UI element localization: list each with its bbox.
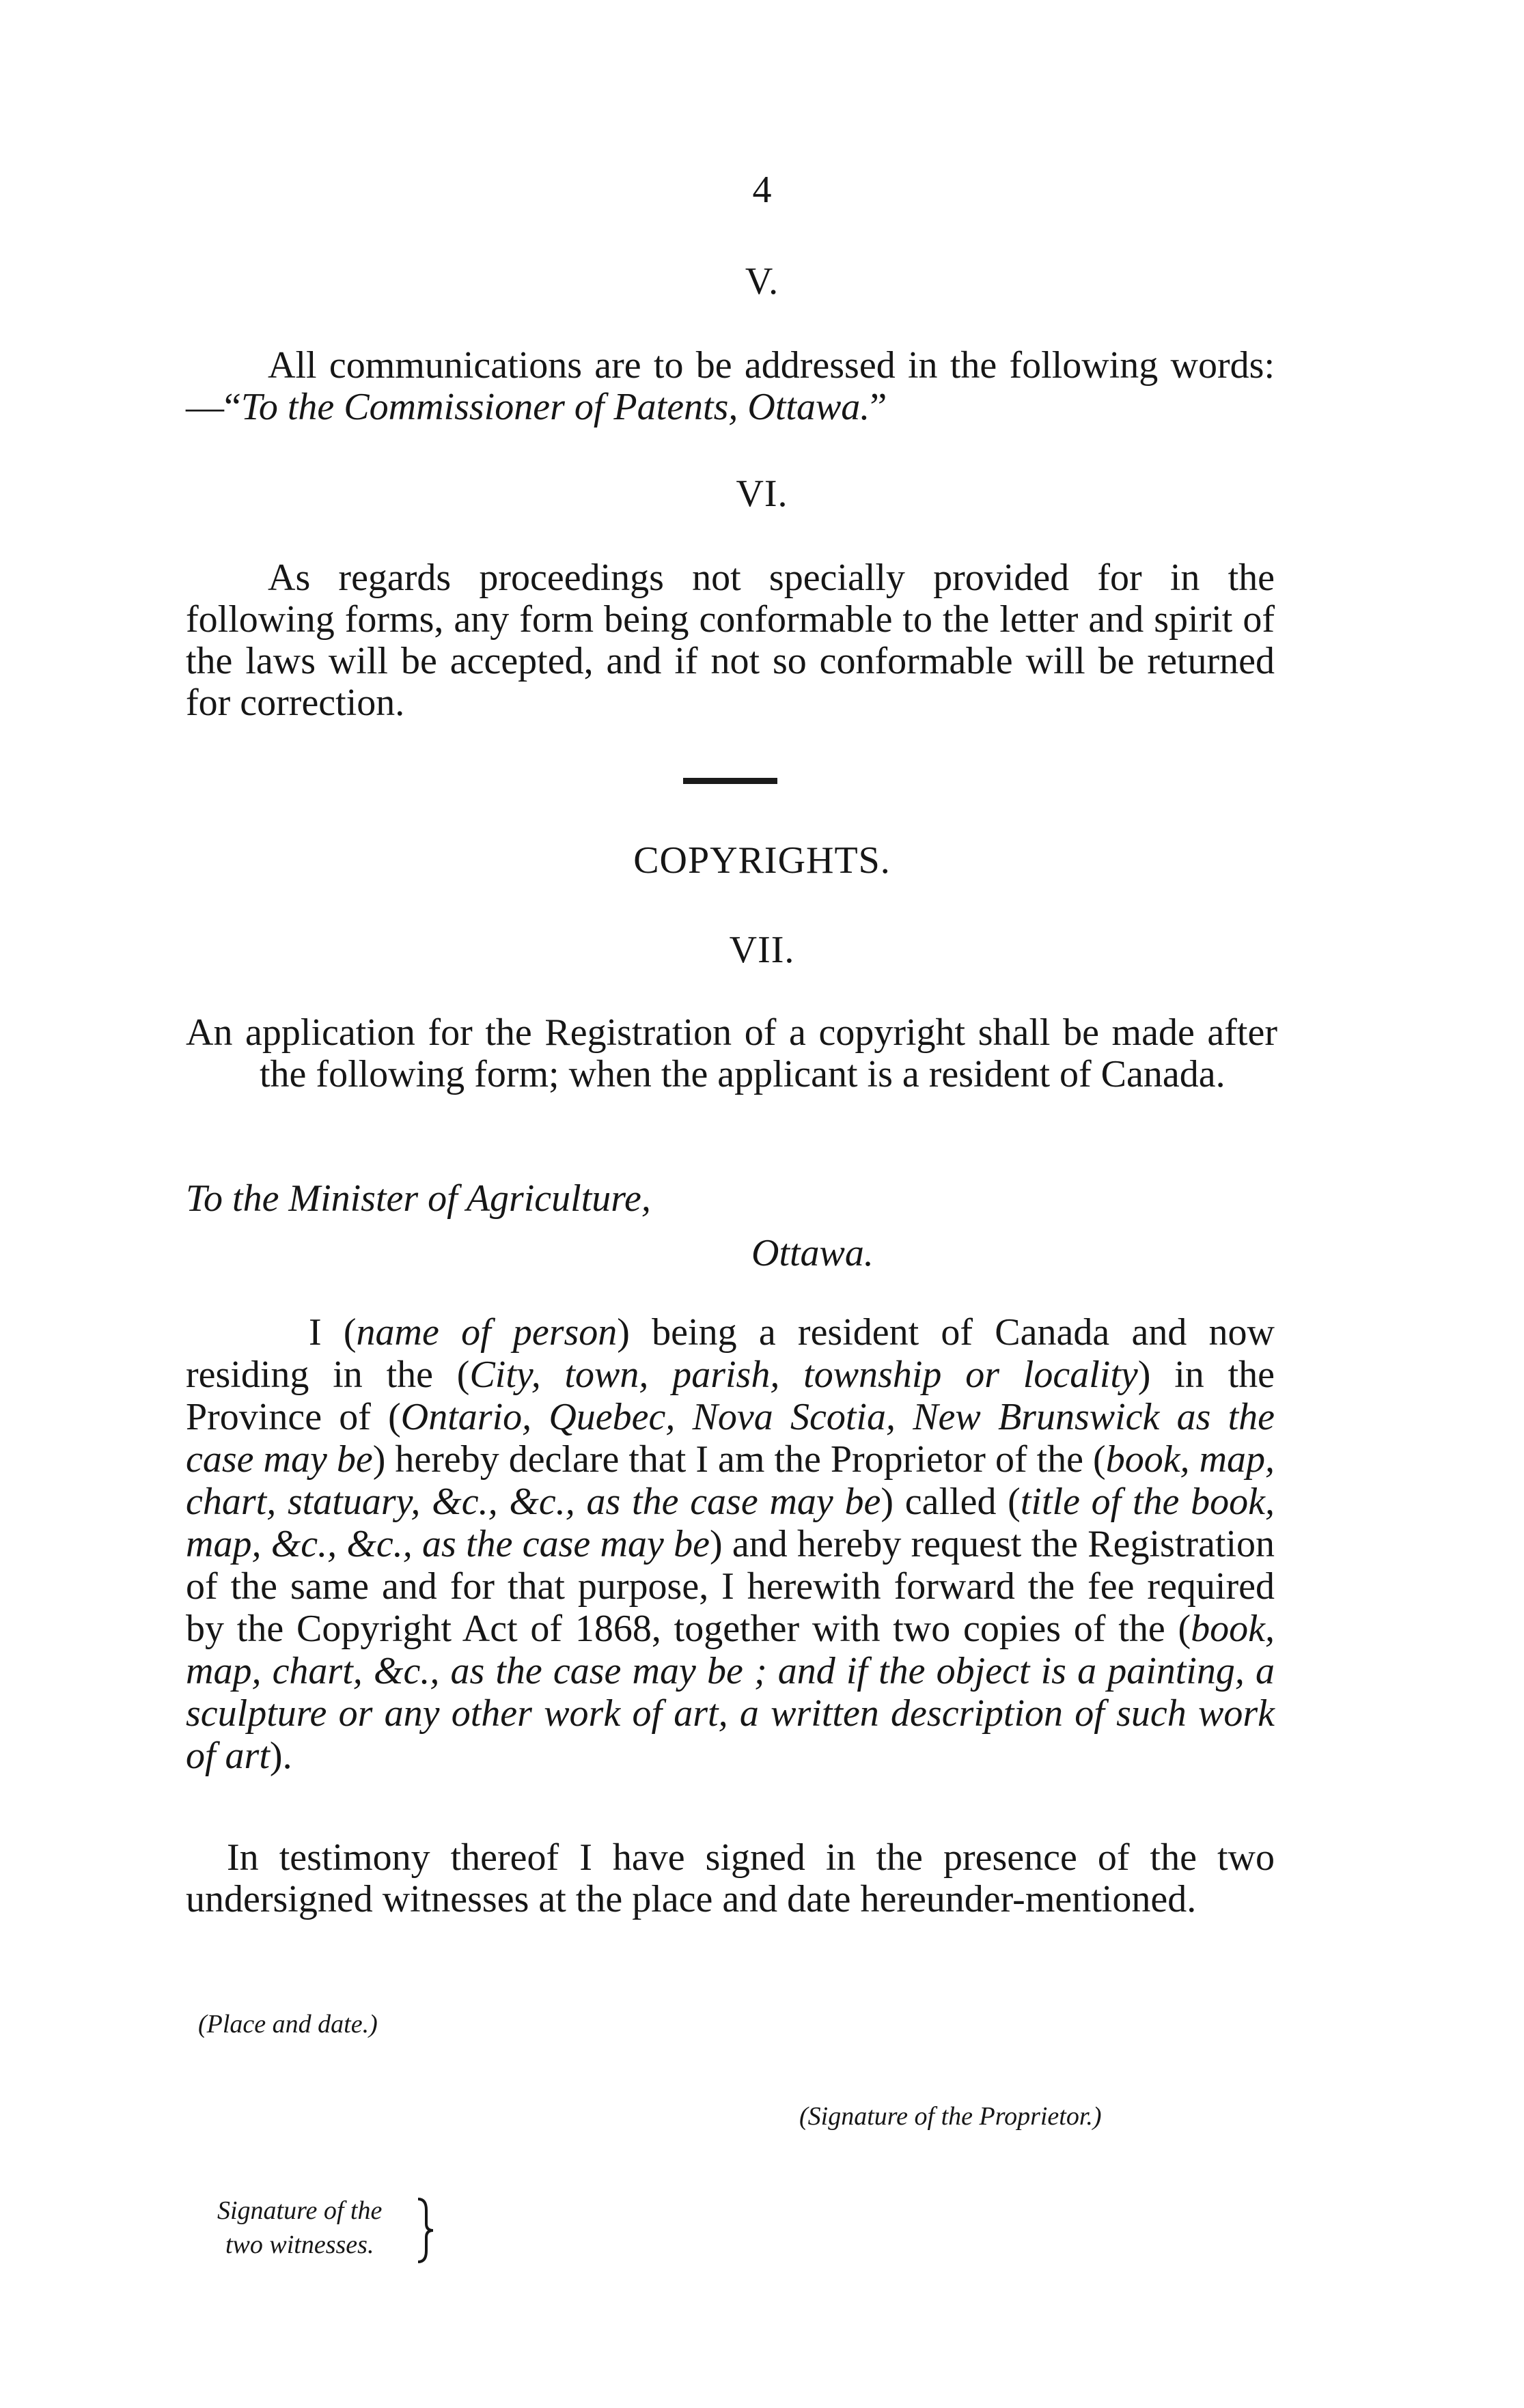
section-divider-rule	[683, 778, 777, 784]
witness-signature-block	[217, 2194, 449, 2269]
address-line-1: To the Minister of Agriculture,	[186, 1177, 651, 1220]
decl-part-4: ) hereby declare that I am the Proprietor of the (	[372, 1438, 1106, 1481]
decl-italic-4: book, map, chart, statuary, &c., &c., as the case may be	[186, 1438, 1275, 1523]
decl-part-7: ).	[269, 1735, 292, 1777]
section-v-text	[186, 345, 1275, 428]
decl-italic-2: City, town, parish, township or locality	[469, 1354, 1138, 1396]
decl-italic-5: title of the book, map, &c., &c., as the case may be	[186, 1481, 1275, 1565]
testimony-text: In testimony thereof I have signed in the presence of the two undersigned witnesses at the place and date hereunder-mentioned.	[186, 1836, 1275, 1920]
declaration-text	[186, 1311, 1275, 1777]
decl-italic-3: Ontario, Quebec, Nova Scotia, New Brunswick as the case may be	[186, 1396, 1275, 1481]
section-v-lead: All communications are to be addressed in the following words:—“	[186, 344, 1275, 428]
decl-part-6: ) and hereby request the Registration of the same and for that purpose, I herewith forward the fee required by the Copyright Act of 1868, together with two copies of the (	[186, 1523, 1275, 1650]
section-vi-numeral: VI.	[736, 473, 788, 515]
right-brace-icon	[415, 2196, 436, 2265]
place-and-date: (Place and date.)	[198, 2010, 378, 2039]
decl-part-1: I (	[309, 1311, 357, 1354]
signature-proprietor: (Signature of the Proprietor.)	[799, 2102, 1102, 2131]
decl-italic-1: name of person	[356, 1311, 618, 1354]
address-line-2: Ottawa.	[751, 1232, 874, 1274]
section-v-italic: To the Commissioner of Patents, Ottawa.	[240, 386, 870, 428]
section-vii-numeral: VII.	[729, 929, 795, 971]
decl-italic-6: book, map, chart, &c., as the case may be ; and if the object is a painting, a sculpture or any other work of art, a written description of such work of art	[186, 1608, 1275, 1777]
section-vii-text: An application for the Registration of a copyright shall be made after the following form; when the applicant is a resident of Canada.	[186, 1011, 1277, 1095]
witness-line-1: Signature of the	[217, 2196, 383, 2225]
page-number: 4	[752, 169, 772, 211]
section-v-tail: ”	[870, 386, 887, 428]
section-vi-text: As regards proceedings not specially provided for in the following forms, any form being conformable to the letter and spirit of the laws will be accepted, and if not so conformable will be returned for correction.	[186, 557, 1275, 724]
decl-part-3: ) in the Province of (	[186, 1354, 1275, 1438]
witness-line-2: two witnesses.	[225, 2230, 374, 2259]
section-v-numeral: V.	[745, 260, 779, 303]
copyrights-heading: COPYRIGHTS.	[633, 839, 891, 882]
decl-part-5: ) called (	[881, 1481, 1021, 1523]
decl-part-2: ) being a resident of Canada and now residing in the (	[186, 1311, 1275, 1396]
witness-signature-label	[217, 2194, 382, 2262]
